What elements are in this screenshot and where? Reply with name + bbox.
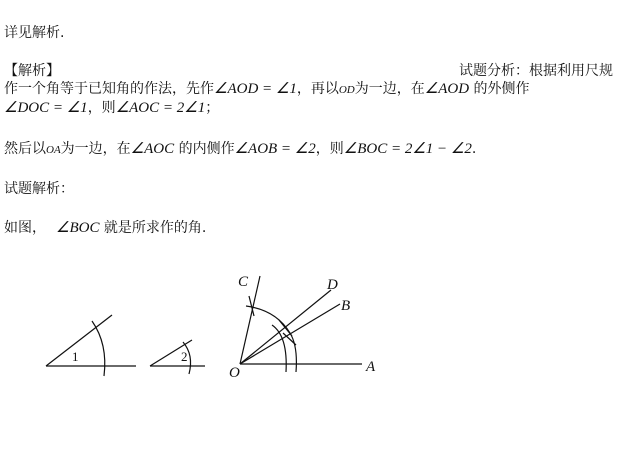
angle-2-label: 2: [181, 349, 188, 364]
point-o-label: O: [229, 365, 240, 381]
math-aod-eq-1: ∠AOD = ∠1: [214, 81, 297, 97]
math-od: OD: [338, 84, 355, 96]
math-aoc: ∠AOC: [130, 141, 175, 157]
angle-1-label: 1: [72, 349, 79, 364]
math-boc: ∠BOC: [56, 220, 100, 236]
solution-line: 如图， ∠BOC 就是所求作的角.: [4, 220, 207, 236]
point-a-label: A: [366, 359, 376, 375]
math-aoc-eq-2-1: ∠AOC = 2∠1: [115, 100, 206, 116]
math-aod: ∠AOD: [424, 81, 470, 97]
intro-text: 详见解析.: [4, 25, 65, 41]
jiexi-header: 【解析】: [4, 63, 60, 79]
construction-mark-d: [279, 320, 292, 336]
analysis-line-3: 然后以OA为一边，在∠AOC 的内侧作∠AOB = ∠2，则∠BOC = 2∠1 − ∠2.: [4, 141, 477, 157]
point-b-label: B: [341, 298, 351, 314]
math-oa: OA: [46, 144, 61, 156]
construction-arc-small: [272, 325, 286, 372]
point-c-label: C: [238, 274, 249, 290]
point-d-label: D: [327, 277, 338, 293]
analysis-label: 试题分析：根据利用尺规: [459, 63, 613, 79]
analysis-line-2: ∠DOC = ∠1，则∠AOC = 2∠1；: [4, 100, 220, 116]
math-boc-result: ∠BOC = 2∠1 − ∠2: [343, 141, 472, 157]
analysis-line-1: 作一个角等于已知角的作法，先作∠AOD = ∠1，再以OD为一边，在∠AOD 的外侧作: [4, 81, 530, 97]
math-doc-eq-1: ∠DOC = ∠1: [4, 100, 88, 116]
math-aob-eq-2: ∠AOB = ∠2: [234, 141, 316, 157]
solution-label: 试题解析：: [4, 181, 74, 197]
